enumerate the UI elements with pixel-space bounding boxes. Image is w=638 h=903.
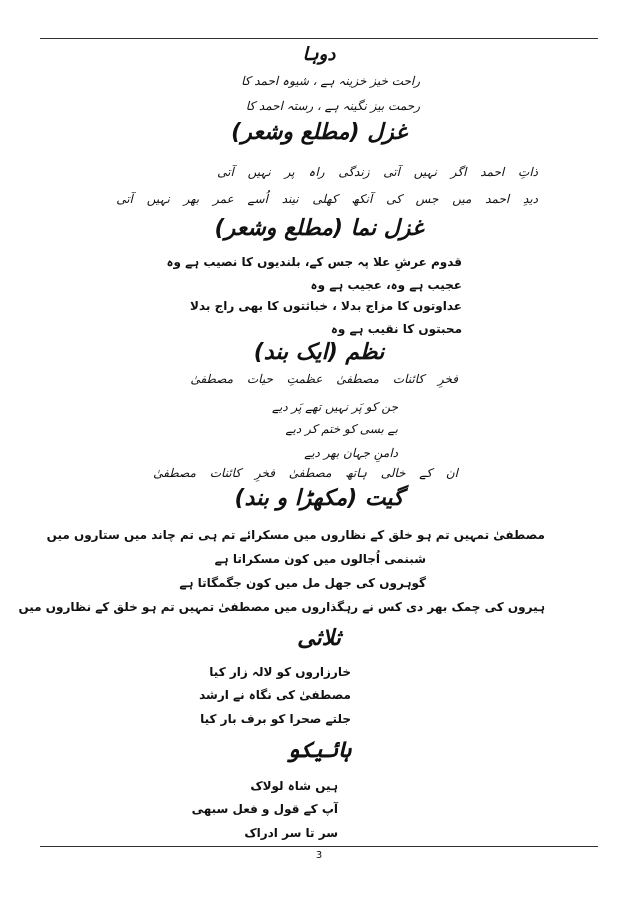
ghazal-numa-line-2: عجیب ہے وہ، عجیب ہے وہ: [310, 278, 462, 292]
ghazal-numa-line-3: عداوتوں کا مزاج بدلا ، خباثتوں کا بھی راج بدلا: [190, 299, 462, 313]
page-number: 3: [315, 850, 323, 861]
geet-line-4: ہیروں کی چمک بھر دی کس نے رہگذاروں میں مصطفیٰ تمہیں تم ہو خلق کے نظاروں میں: [18, 600, 545, 614]
geet-line-1: مصطفیٰ تمہیں تم ہو خلق کے نظاروں میں مسکرائے تم ہی تم چاند میں ستاروں میں: [46, 528, 545, 542]
salasi-title: ثلاثی: [297, 626, 341, 651]
ghazal-title: غزل (مطلع وشعر): [231, 120, 407, 145]
ghazal-line-1: ذاتِ احمد اگر نہیں آتی زندگی راہ پر نہیں آتی: [217, 165, 538, 179]
ghazal-numa-line-4: محبتوں کا نقیب ہے وہ: [330, 322, 462, 336]
doha-line-2: رحمت بیز نگینہ ہے ، رستہ احمد کا: [245, 99, 420, 113]
nazm-line-4: دامنِ جہان بھر دیے: [304, 446, 398, 460]
ghazal-line-2: دیدِ احمد میں جس کی آنکھ کھلی نیند اُسے عمر بھر نہیں آتی: [116, 192, 538, 206]
salasi-line-1: خارزاروں کو لالہ زار کیا: [209, 665, 351, 679]
haiku-line-1: ہیں شاہ لولاک: [250, 779, 338, 793]
header-rule: [40, 38, 598, 39]
haiku-title: ہائیکو: [286, 738, 352, 763]
ghazal-numa-line-1: قدوم عرشِ علا پہ جس کے، بلندیوں کا نصیب ہے وہ: [166, 255, 462, 269]
nazm-line-5: ان کے خالی ہاتھ مصطفیٰ فخرِ کائنات مصطفیٰ: [153, 466, 458, 480]
nazm-line-2: جن کو پَر نہیں تھے پَر دیے: [271, 400, 398, 414]
haiku-line-2: آپ کے قول و فعل سبھی: [191, 802, 338, 816]
nazm-line-3: بے بسی کو ختم کر دیے: [285, 422, 398, 436]
footer-rule: [40, 846, 598, 847]
geet-title: گیت (مکھڑا و بند): [234, 486, 404, 511]
nazm-line-1: فخرِ کائنات مصطفیٰ عظمتِ حیات مصطفیٰ: [190, 372, 458, 386]
ghazal-numa-title: غزل نما (مطلع وشعر): [214, 216, 424, 241]
doha-title: دوہا: [302, 44, 336, 65]
salasi-line-3: جلتے صحرا کو برف بار کیا: [200, 712, 351, 726]
geet-line-2: شبنمی اُجالوں میں کون مسکراتا ہے: [214, 552, 426, 566]
nazm-title: نظم (ایک بند): [253, 340, 385, 365]
doha-line-1: راحت خیز خزینہ ہے ، شیوہ احمد کا: [241, 74, 420, 88]
geet-line-3: گوہروں کی جھل مل میں کون جگمگاتا ہے: [179, 576, 426, 590]
haiku-line-3: سر تا سر ادراک: [244, 826, 338, 840]
salasi-line-2: مصطفیٰ کی نگاہ نے ارشد: [199, 688, 351, 702]
